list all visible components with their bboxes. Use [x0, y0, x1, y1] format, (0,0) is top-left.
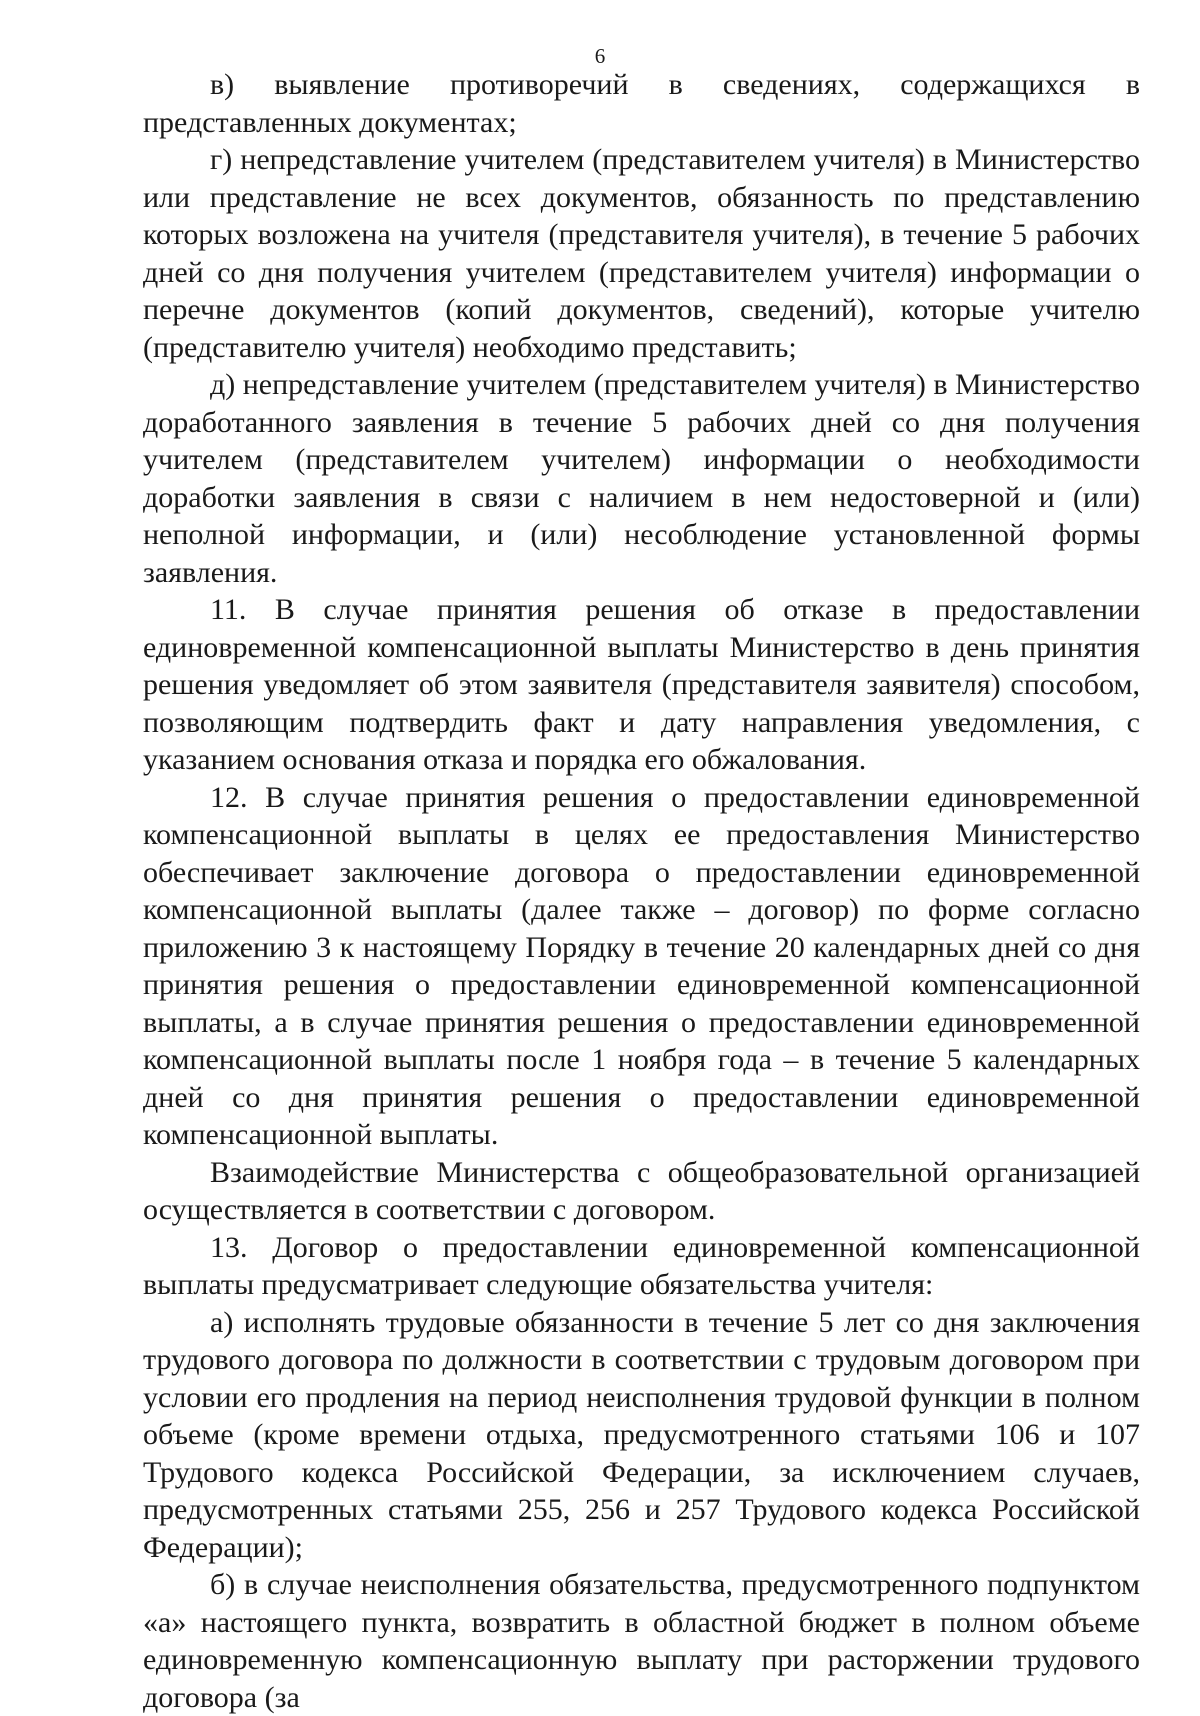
paragraph-subitem-b: б) в случае неисполнения обязательства, предусмотренного подпунктом «а» настоящего пункта, возвратить в областной бюджет в полном объеме единовременную компенсационную выплату при расторжении трудового договора (за [143, 1568, 1140, 1714]
page-number: 6 [594, 44, 606, 68]
paragraph-subitem-g: г) непредставление учителем (представителем учителя) в Министерство или представление не всех документов, обязанность по представлению которых возложена на учителя (представителя учителя), в течение 5 рабочих дней со дня получения учителем (представителем учителя) информации о перечне документов (копий документов, сведений), которые учителю (представителю учителя) необходимо представить; [143, 143, 1140, 364]
paragraph-subitem-v: в) выявление противоречий в сведениях, содержащихся в представленных документах; [143, 68, 1140, 139]
paragraph-clause-11: 11. В случае принятия решения об отказе в предоставлении единовременной компенсационной выплаты Министерство в день принятия решения уведомляет об этом заявителя (представителя заявителя) способом, позволяющим подтвердить факт и дату направления уведомления, с указанием основания отказа и порядка его обжалования. [143, 593, 1140, 776]
paragraph-clause-13: 13. Договор о предоставлении единовременной компенсационной выплаты предусматривает следующие обязательства учителя: [143, 1230, 1140, 1301]
paragraph-clause-12: 12. В случае принятия решения о предоставлении единовременной компенсационной выплаты в целях ее предоставления Министерство обеспечивает заключение договора о предоставлении единовременной компенсационной выплаты (далее также – договор) по форме согласно приложению 3 к настоящему Порядку в течение 20 календарных дней со дня принятия решения о предоставлении единовременной компенсационной выплаты, а в случае принятия решения о предоставлении единовременной компенсационной выплаты после 1 ноября года – в течение 5 календарных дней со дня принятия решения о предоставлении единовременной компенсационной выплаты. [143, 780, 1140, 1151]
paragraph-subitem-d: д) непредставление учителем (представителем учителя) в Министерство доработанного заявления в течение 5 рабочих дней со дня получения учителем (представителем учителем) информации о необходимости доработки заявления в связи с наличием в нем недостоверной и (или) неполной информации, и (или) несоблюдение установленной формы заявления. [143, 368, 1140, 589]
document-body [143, 66, 1140, 1716]
paragraph-subitem-a: а) исполнять трудовые обязанности в течение 5 лет со дня заключения трудового договора по должности в соответствии с трудовым договором при условии его продления на период неисполнения трудовой функции в полном объеме (кроме времени отдыха, предусмотренного статьями 106 и 107 Трудового кодекса Российской Федерации, за исключением случаев, предусмотренных статьями 255, 256 и 257 Трудового кодекса Российской Федерации); [143, 1305, 1140, 1564]
paragraph-interaction: Взаимодействие Министерства с общеобразовательной организацией осуществляется в соответствии с договором. [143, 1155, 1140, 1226]
